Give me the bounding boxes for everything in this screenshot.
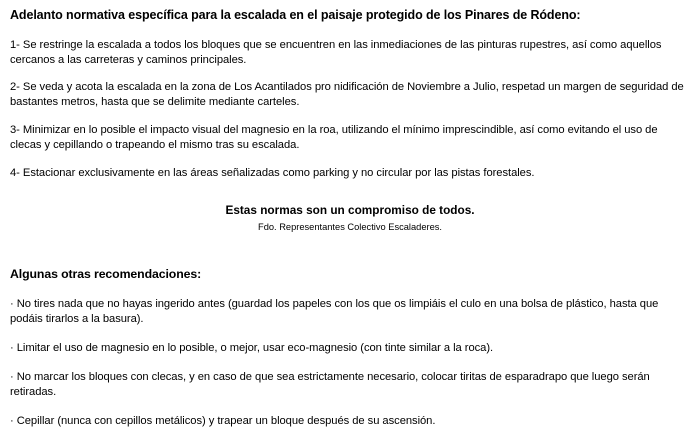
rule-paragraph-3: 3- Minimizar en lo posible el impacto visual del magnesio en la roa, utilizando el mínimo imprescindible, así como evitando el uso de clecas y cepillando o trapeando el mismo tras su escalada.: [10, 124, 658, 152]
recommendation-item-4: · Cepillar (nunca con cepillos metálicos) y trapear un bloque después de su ascensión.: [10, 414, 436, 427]
recommendation-item-1: · No tires nada que no hayas ingerido antes (guardad los papeles con los que os limpiáis el culo en una bolsa de plástico, hasta que podáis tirarlos a la basura).: [10, 298, 659, 326]
recommendations-heading: Algunas otras recomendaciones:: [10, 267, 202, 282]
signature-line: Fdo. Representantes Colectivo Escaladeres.: [258, 222, 442, 233]
rule-paragraph-2: 2- Se veda y acota la escalada en la zona de Los Acantilados pro nidificación de Noviembre a Julio, respetad un margen de seguridad de bastantes metros, hasta que se delimite mediante carteles.: [10, 81, 684, 109]
commitment-statement: Estas normas son un compromiso de todos.: [225, 202, 475, 217]
recommendation-item-2: · Limitar el uso de magnesio en lo posible, o mejor, usar eco-magnesio (con tinte similar a la roca).: [10, 342, 494, 355]
recommendation-item-3: · No marcar los bloques con clecas, y en caso de que sea estrictamente necesario, colocar tiritas de esparadrapo que luego serán retiradas.: [10, 370, 650, 398]
commitment-block: [10, 203, 690, 233]
rule-paragraph-4: 4- Estacionar exclusivamente en las áreas señalizadas como parking y no circular por las pistas forestales.: [10, 166, 535, 179]
rule-paragraph-1: 1- Se restringe la escalada a todos los bloques que se encuentren en las inmediaciones de las pinturas rupestres, así como aquellos cercanos a las carreteras y caminos principales.: [10, 38, 662, 66]
page-title: Adelanto normativa específica para la escalada en el paisaje protegido de los Pinares de Ródeno:: [10, 8, 581, 22]
